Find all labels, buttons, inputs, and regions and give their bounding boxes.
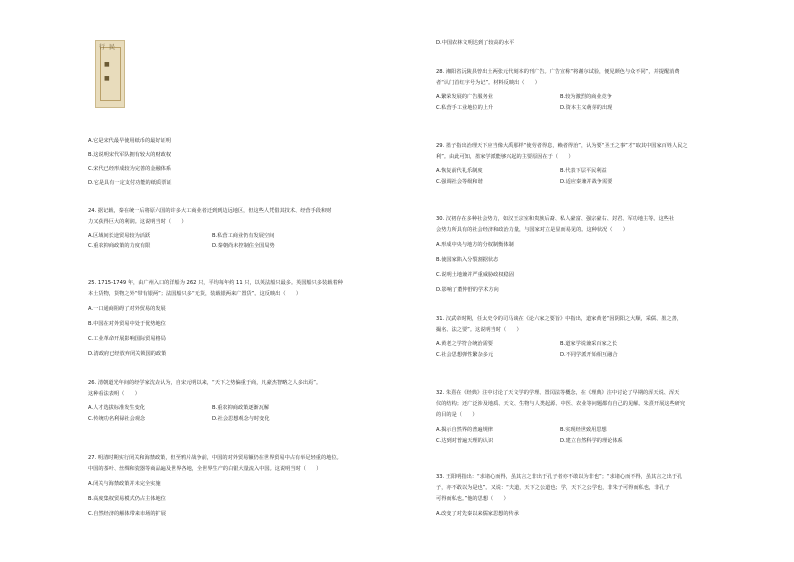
q25-option-c: C.工业革命开展影响国际贸易格局 xyxy=(88,336,166,342)
q29-option-b: B.代表下层平民利益 xyxy=(560,168,607,174)
q23-option-c: C.宋代已经形成较为完善的金融体系 xyxy=(88,166,172,172)
q33-text-line: 33. 王阳明指出：“求诸心而得，虽其言之非出于孔子者亦不敢以为非也”；“求诸心而不得，虽其言之出于孔 xyxy=(436,474,683,480)
q33-option-a: A.改变了对先秦以来儒家思想的传承 xyxy=(436,511,519,517)
q32-option-a: A.揭示自然界的普遍规律 xyxy=(436,427,493,433)
q29-option-c: C.强调社会等级和谐 xyxy=(436,179,483,185)
q30-option-d: D.影响了董仲舒的学术方向 xyxy=(436,287,499,293)
q30-option-b: B.使国家陷入分裂割据状态 xyxy=(436,257,499,263)
q23-option-d: D.它是具有一定支付功能的纸质票证 xyxy=(88,180,172,186)
q32-option-b: B.实现经世致用思想 xyxy=(560,427,607,433)
q31-option-b: B.道家学说兼采百家之长 xyxy=(560,341,618,347)
q30-option-c: C.说明土地兼并严重威胁政权稳固 xyxy=(436,272,514,278)
q26-option-b: B.重农抑商政策逐渐瓦解 xyxy=(212,405,270,411)
q31-option-d: D.不同学派开始相互融合 xyxy=(560,352,618,358)
q31-text-line: 撮名、法之要”。这说明当时（ ） xyxy=(436,327,522,333)
q26-option-d: D.社会思想观念与时变化 xyxy=(212,416,270,422)
q29-option-a: A.恢复前代礼乐制度 xyxy=(436,168,483,174)
q24-option-d: D.秦朝尚未控制住全国局势 xyxy=(212,243,275,249)
q30-text-line: 30. 汉初存在多种社会势力，如汉王宗室和贵族后裔、私人豪富、强宗豪右、封君、军功地主等。这些社 xyxy=(436,216,675,222)
q31-text-line: 31. 汉武帝时期，任太史令的司马谈在《论六家之要旨》中指出，道家黄老“因阴阳之大顺，采儒、墨之善， xyxy=(436,316,683,322)
q31-option-c: C.社会思想弹性繁杂多元 xyxy=(436,352,494,358)
q29-text-line: 利”。由此可知，墨家学派能够兴起的主要原因在于（ ） xyxy=(436,154,574,160)
q25-text-line: 本土货物，货物之外“带有银两”；法国船只多“无货，装载银两来广置货”。这反映出（ ） xyxy=(88,291,302,297)
q28-option-c: C.私营手工业地位的上升 xyxy=(436,105,494,111)
q24-text-line: 力又获得巨大的利润。这说明当时（ ） xyxy=(88,219,187,225)
q25-option-d: D.清政府已经放弃闭关锁国的政策 xyxy=(88,351,167,357)
q25-text-line: 25. 1715-1749 年，由广州入口的洋船为 262 只，平均每年约 11 只，以英法船只最多。英国船只多装载着种 xyxy=(88,280,343,286)
q32-option-c: C.达到对普遍天理的认识 xyxy=(436,438,494,444)
q26-option-a: A.人才选拔标准发生变化 xyxy=(88,405,145,411)
q32-text-line: 32. 朱熹在《经典》注中讨论了天文学的学理、置闰法等概念，在《理典》注中讨论了早期的浑天说、浑天 xyxy=(436,390,680,396)
q24-option-a: A.区域间长途贸易较为活跃 xyxy=(88,233,151,239)
q30-option-a: A.形成中央与地方的分权制衡体制 xyxy=(436,242,514,248)
q33-text-line: 子，亦不敢以为是也”。又说：“夫道，天下之公道也；学，天下之公学也，非朱子可得而私也，非孔子 xyxy=(436,485,670,491)
q28-text-line: 28. 湘阳省沅陵县曾出土两张元代刻本的刊广告。广告宣称“将谢尔试验，便见颜色与众不同”，并提醒消费 xyxy=(436,69,680,75)
q24-text-line: 24. 据记载，秦在统一后将原六国的许多大工商业者迁到到边远地区，但这些人凭借其技术、经营手段和财 xyxy=(88,208,332,214)
q32-text-line: 的目的是（ ） xyxy=(436,412,478,418)
q27-option-a: A.闭关与海禁政策并未完全实施 xyxy=(88,481,161,487)
q27-option-b: B.高度集权贸易模式仍占主体地位 xyxy=(88,496,166,502)
q25-option-b: B.中国在对外贸易中处于优势地位 xyxy=(88,321,166,327)
q32-text-line: 仪的结构；还广泛涉及地质、天文、生物与人类起源、中医、农业等问题都有自己的见解。朱熹开展这些研究 xyxy=(436,401,686,407)
q26-text-line: 26. 清朝道光年间的经学家沈垚认为，自宋元明以来，“天下之势偏重于商，凡豪杰智略之人多出焉”。 xyxy=(88,380,322,386)
q27-text-line: 中国的茶叶、丝绸和瓷器等商品遍及世界各地，全世界生产的白银大量流入中国。这说明当时（ ） xyxy=(88,466,322,472)
q28-option-d: D.资本主义萌芽的出现 xyxy=(560,105,613,111)
q29-option-d: D.适应秦兼并战争需要 xyxy=(560,179,613,185)
q23-option-a: A.它是宋代最早使用纸币的最好证明 xyxy=(88,138,171,144)
q27-option-c: C.自然经济的解体带来市场的扩展 xyxy=(88,511,166,517)
q24-option-c: C.重农抑商政策的力度有限 xyxy=(88,243,151,249)
q28-option-b: B.较为激烈的商业竞争 xyxy=(560,94,612,100)
q27-text-line: 27. 明清时期实行闭关和海禁政策，但至鸦片战争前，中国的对外贸易额仍在世界贸易中占有举足轻重的地位。 xyxy=(88,455,342,461)
q24-option-b: B.私营工商业仍有发展空间 xyxy=(212,233,275,239)
q33-text-line: 可得而私也。”他的思想（ ） xyxy=(436,496,509,502)
q25-option-a: A.一口通商阻碍了对外贸易的发展 xyxy=(88,306,166,312)
q32-option-d: D.建立自然科学的理论体系 xyxy=(560,438,623,444)
q23-option-b: B.这说明宋代军队拥有较大的财政权 xyxy=(88,152,172,158)
q26-text-line: 这种看法表明（ ） xyxy=(88,391,140,397)
q28-option-a: A.繁荣发展的广告服务业 xyxy=(436,94,493,100)
q30-text-line: 会势力所具有的社会经济和政治力量，与国家对立是显而易见的。这种状况（ ） xyxy=(436,227,628,233)
q28-text-line: 者“认门首红字号为记”。材料反映出（ ） xyxy=(436,80,540,86)
q31-option-a: A.黄老之学符合统治需要 xyxy=(436,341,493,347)
ancient-banknote-image: 行 民 ■ ■ xyxy=(95,40,125,108)
q27-option-d: D.中国农林文明达到了较高的水平 xyxy=(436,40,515,46)
q29-text-line: 29. 墨子指出治理天下应当像大禹那样“使劳者得息，赖者得治”，认为要“圣王之事”才“取其中国家百姓人民之 xyxy=(436,143,688,149)
q26-option-c: C.传统功名利禄社会观念 xyxy=(88,416,146,422)
